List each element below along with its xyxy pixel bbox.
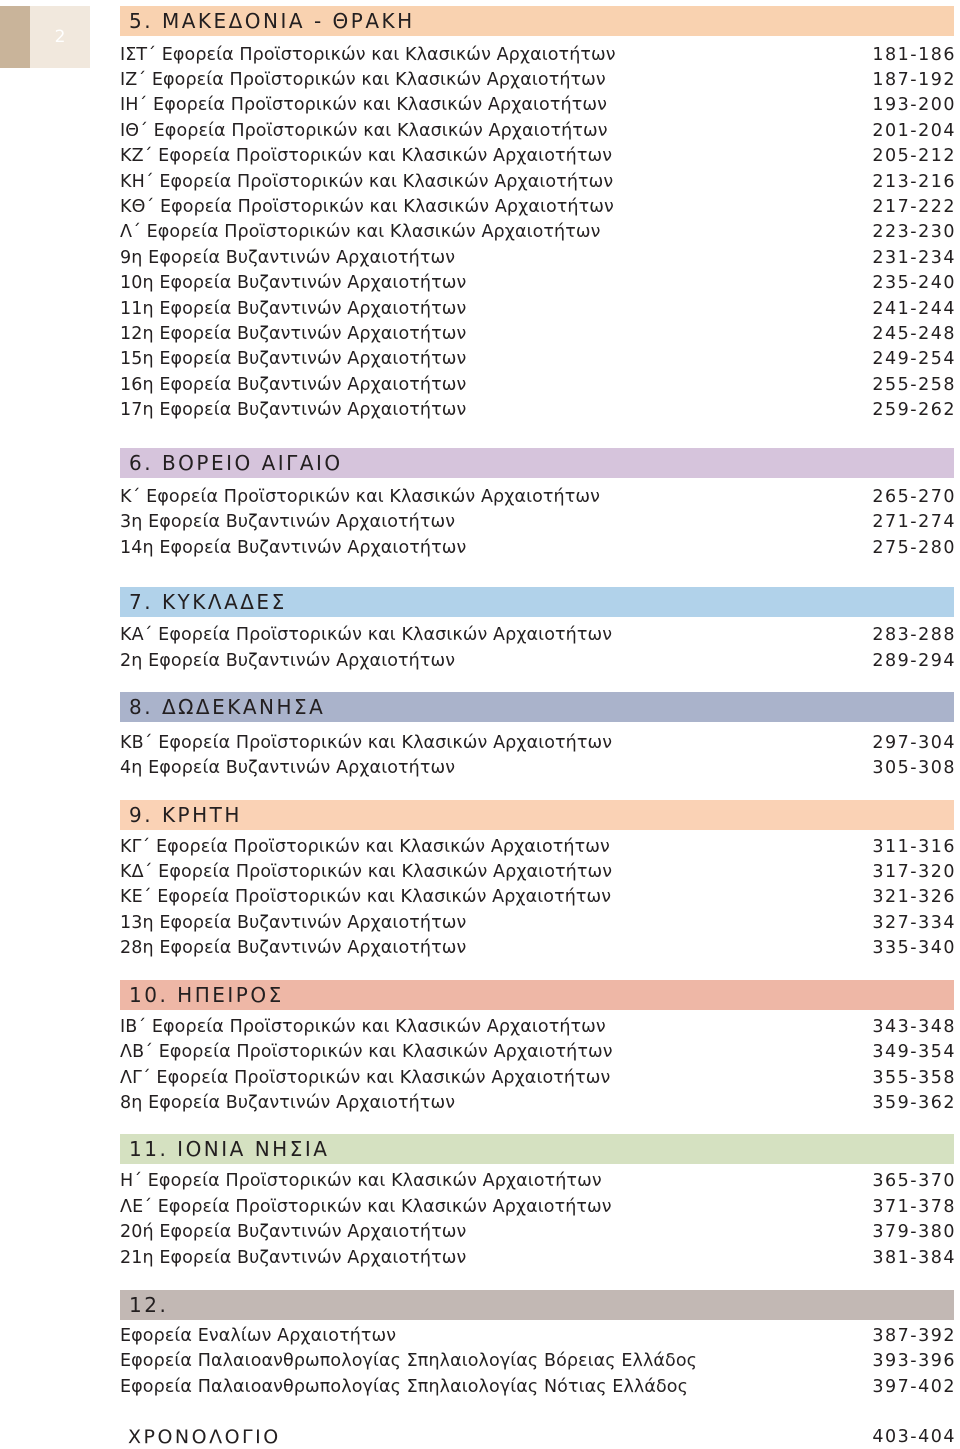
entry-pages: 231-234	[872, 248, 956, 268]
page-tab-dark-strip	[0, 6, 30, 68]
section-header-8: 8. ΔΩΔΕΚΑΝΗΣΑ	[120, 692, 954, 722]
toc-entry[interactable]	[120, 1375, 956, 1399]
entry-pages: 321-326	[872, 887, 956, 907]
entry-pages: 265-270	[872, 487, 956, 507]
entry-pages: 371-378	[872, 1197, 956, 1217]
toc-entry[interactable]	[120, 1015, 956, 1039]
toc-entry[interactable]	[120, 144, 956, 168]
entry-pages: 205-212	[872, 146, 956, 166]
toc-entry[interactable]	[120, 1246, 956, 1270]
entry-title: Λ΄ Εφορεία Προϊστορικών και Κλασικών Αρχαιοτήτων	[120, 222, 601, 242]
entry-pages: 259-262	[872, 400, 956, 420]
page-number: 2	[54, 27, 66, 47]
entry-title: ΚΔ΄ Εφορεία Προϊστορικών και Κλασικών Αρχαιοτήτων	[120, 862, 613, 882]
entry-title: ΚΑ΄ Εφορεία Προϊστορικών και Κλασικών Αρχαιοτήτων	[120, 625, 613, 645]
entry-title: ΙΒ΄ Εφορεία Προϊστορικών και Κλασικών Αρχαιοτήτων	[120, 1017, 606, 1037]
toc-entry[interactable]	[120, 911, 956, 935]
entry-title: ΛΓ΄ Εφορεία Προϊστορικών και Κλασικών Αρχαιοτήτων	[120, 1068, 611, 1088]
entry-pages: 283-288	[872, 625, 956, 645]
entry-pages: 381-384	[872, 1248, 956, 1268]
entry-title: ΛΒ΄ Εφορεία Προϊστορικών και Κλασικών Αρχαιοτήτων	[120, 1042, 613, 1062]
entry-pages: 305-308	[872, 758, 956, 778]
toc-entry[interactable]	[120, 1091, 956, 1115]
entry-title: 12η Εφορεία Βυζαντινών Αρχαιοτήτων	[120, 324, 467, 344]
toc-entry[interactable]	[120, 297, 956, 321]
entry-title: 2η Εφορεία Βυζαντινών Αρχαιοτήτων	[120, 651, 456, 671]
entry-title: 17η Εφορεία Βυζαντινών Αρχαιοτήτων	[120, 400, 467, 420]
entry-pages: 365-370	[872, 1171, 956, 1191]
toc-entry[interactable]	[120, 936, 956, 960]
section-header-10: 10. ΗΠΕΙΡΟΣ	[120, 980, 954, 1010]
entry-pages: 271-274	[872, 512, 956, 532]
entry-title: 20ή Εφορεία Βυζαντινών Αρχαιοτήτων	[120, 1222, 467, 1242]
entry-pages: 213-216	[872, 172, 956, 192]
entry-title: Εφορεία Παλαιοανθρωπολογίας Σπηλαιολογίας Νότιας Ελλάδος	[120, 1377, 688, 1397]
entry-title: ΙΖ΄ Εφορεία Προϊστορικών και Κλασικών Αρχαιοτήτων	[120, 70, 606, 90]
chronology-pages: 403-404	[872, 1427, 956, 1447]
entry-title: 21η Εφορεία Βυζαντινών Αρχαιοτήτων	[120, 1248, 467, 1268]
entry-pages: 187-192	[872, 70, 956, 90]
entry-title: ΙΘ΄ Εφορεία Προϊστορικών και Κλασικών Αρχαιοτήτων	[120, 121, 608, 141]
entry-title: 4η Εφορεία Βυζαντινών Αρχαιοτήτων	[120, 758, 456, 778]
entry-title: 14η Εφορεία Βυζαντινών Αρχαιοτήτων	[120, 538, 467, 558]
toc-entry[interactable]	[120, 347, 956, 371]
entry-pages: 241-244	[872, 299, 956, 319]
entry-pages: 359-362	[872, 1093, 956, 1113]
toc-entry[interactable]	[120, 398, 956, 422]
toc-entry[interactable]	[120, 1066, 956, 1090]
toc-entry[interactable]	[120, 756, 956, 780]
entry-pages: 275-280	[872, 538, 956, 558]
section-header-12: 12.	[120, 1290, 954, 1320]
entry-pages: 327-334	[872, 913, 956, 933]
entry-title: ΚΗ΄ Εφορεία Προϊστορικών και Κλασικών Αρχαιοτήτων	[120, 172, 614, 192]
toc-entry[interactable]	[120, 485, 956, 509]
entry-pages: 297-304	[872, 733, 956, 753]
toc-entry[interactable]	[120, 536, 956, 560]
entry-title: ΚΒ΄ Εφορεία Προϊστορικών και Κλασικών Αρχαιοτήτων	[120, 733, 613, 753]
toc-entry[interactable]	[120, 860, 956, 884]
entry-title: 11η Εφορεία Βυζαντινών Αρχαιοτήτων	[120, 299, 467, 319]
entry-pages: 245-248	[872, 324, 956, 344]
toc-entry[interactable]	[120, 649, 956, 673]
entry-pages: 193-200	[872, 95, 956, 115]
entry-pages: 249-254	[872, 349, 956, 369]
entry-title: ΙΗ΄ Εφορεία Προϊστορικών και Κλασικών Αρχαιοτήτων	[120, 95, 607, 115]
toc-entry[interactable]	[120, 623, 956, 647]
entry-title: ΛΕ΄ Εφορεία Προϊστορικών και Κλασικών Αρχαιοτήτων	[120, 1197, 612, 1217]
entry-pages: 223-230	[872, 222, 956, 242]
entry-title: 3η Εφορεία Βυζαντινών Αρχαιοτήτων	[120, 512, 456, 532]
entry-title: 8η Εφορεία Βυζαντινών Αρχαιοτήτων	[120, 1093, 456, 1113]
entry-title: ΚΘ΄ Εφορεία Προϊστορικών και Κλασικών Αρχαιοτήτων	[120, 197, 614, 217]
entry-title: 28η Εφορεία Βυζαντινών Αρχαιοτήτων	[120, 938, 467, 958]
toc-entry[interactable]	[120, 731, 956, 755]
toc-entry[interactable]	[120, 170, 956, 194]
page-tab	[0, 6, 120, 68]
entry-pages: 235-240	[872, 273, 956, 293]
entry-title: ΚΓ΄ Εφορεία Προϊστορικών και Κλασικών Αρχαιοτήτων	[120, 837, 610, 857]
entry-title: Κ΄ Εφορεία Προϊστορικών και Κλασικών Αρχαιοτήτων	[120, 487, 601, 507]
section-header-7: 7. ΚΥΚΛΑΔΕΣ	[120, 587, 954, 617]
entry-pages: 343-348	[872, 1017, 956, 1037]
entry-pages: 335-340	[872, 938, 956, 958]
toc-entry[interactable]	[120, 271, 956, 295]
toc-entry[interactable]	[120, 835, 956, 859]
entry-pages: 311-316	[872, 837, 956, 857]
entry-pages: 201-204	[872, 121, 956, 141]
entry-pages: 217-222	[872, 197, 956, 217]
entry-pages: 317-320	[872, 862, 956, 882]
entry-title: 13η Εφορεία Βυζαντινών Αρχαιοτήτων	[120, 913, 467, 933]
toc-entry[interactable]	[120, 1169, 956, 1193]
toc-entry[interactable]	[120, 119, 956, 143]
entry-title: ΙΣΤ΄ Εφορεία Προϊστορικών και Κλασικών Αρχαιοτήτων	[120, 45, 616, 65]
toc-entry[interactable]	[120, 373, 956, 397]
entry-pages: 181-186	[872, 45, 956, 65]
section-header-11: 11. ΙΟΝΙΑ ΝΗΣΙΑ	[120, 1134, 954, 1164]
toc-entry[interactable]	[120, 246, 956, 270]
toc-entry[interactable]	[120, 68, 956, 92]
entry-pages: 255-258	[872, 375, 956, 395]
chronology-title[interactable]: ΧΡΟΝΟΛΟΓΙΟ	[128, 1426, 281, 1448]
entry-title: 15η Εφορεία Βυζαντινών Αρχαιοτήτων	[120, 349, 467, 369]
toc-entry[interactable]	[120, 93, 956, 117]
toc-entry[interactable]	[120, 220, 956, 244]
toc-entry[interactable]	[120, 1040, 956, 1064]
entry-title: 16η Εφορεία Βυζαντινών Αρχαιοτήτων	[120, 375, 467, 395]
entry-pages: 349-354	[872, 1042, 956, 1062]
section-header-6: 6. ΒΟΡΕΙΟ ΑΙΓΑΙΟ	[120, 448, 954, 478]
entry-title: Εφορεία Παλαιοανθρωπολογίας Σπηλαιολογίας Βόρειας Ελλάδος	[120, 1351, 698, 1371]
toc-entry[interactable]	[120, 885, 956, 909]
entry-title: Η΄ Εφορεία Προϊστορικών και Κλασικών Αρχαιοτήτων	[120, 1171, 602, 1191]
toc-entry[interactable]	[120, 1195, 956, 1219]
entry-pages: 355-358	[872, 1068, 956, 1088]
entry-pages: 289-294	[872, 651, 956, 671]
toc-entry[interactable]	[120, 1349, 956, 1373]
toc-entry[interactable]	[120, 1324, 956, 1348]
entry-title: Εφορεία Εναλίων Αρχαιοτήτων	[120, 1326, 397, 1346]
toc-entry[interactable]	[120, 195, 956, 219]
entry-title: ΚΖ΄ Εφορεία Προϊστορικών και Κλασικών Αρχαιοτήτων	[120, 146, 613, 166]
entry-title: 10η Εφορεία Βυζαντινών Αρχαιοτήτων	[120, 273, 467, 293]
toc-entry[interactable]	[120, 510, 956, 534]
entry-title: ΚΕ΄ Εφορεία Προϊστορικών και Κλασικών Αρχαιοτήτων	[120, 887, 612, 907]
entry-pages: 379-380	[872, 1222, 956, 1242]
toc-entry[interactable]	[120, 43, 956, 67]
entry-pages: 397-402	[872, 1377, 956, 1397]
entry-pages: 393-396	[872, 1351, 956, 1371]
entry-title: 9η Εφορεία Βυζαντινών Αρχαιοτήτων	[120, 248, 456, 268]
section-header-9: 9. ΚΡΗΤΗ	[120, 800, 954, 830]
toc-entry[interactable]	[120, 322, 956, 346]
toc-entry[interactable]	[120, 1220, 956, 1244]
entry-pages: 387-392	[872, 1326, 956, 1346]
section-header-5: 5. ΜΑΚΕΔΟΝΙΑ - ΘΡΑΚΗ	[120, 6, 954, 36]
